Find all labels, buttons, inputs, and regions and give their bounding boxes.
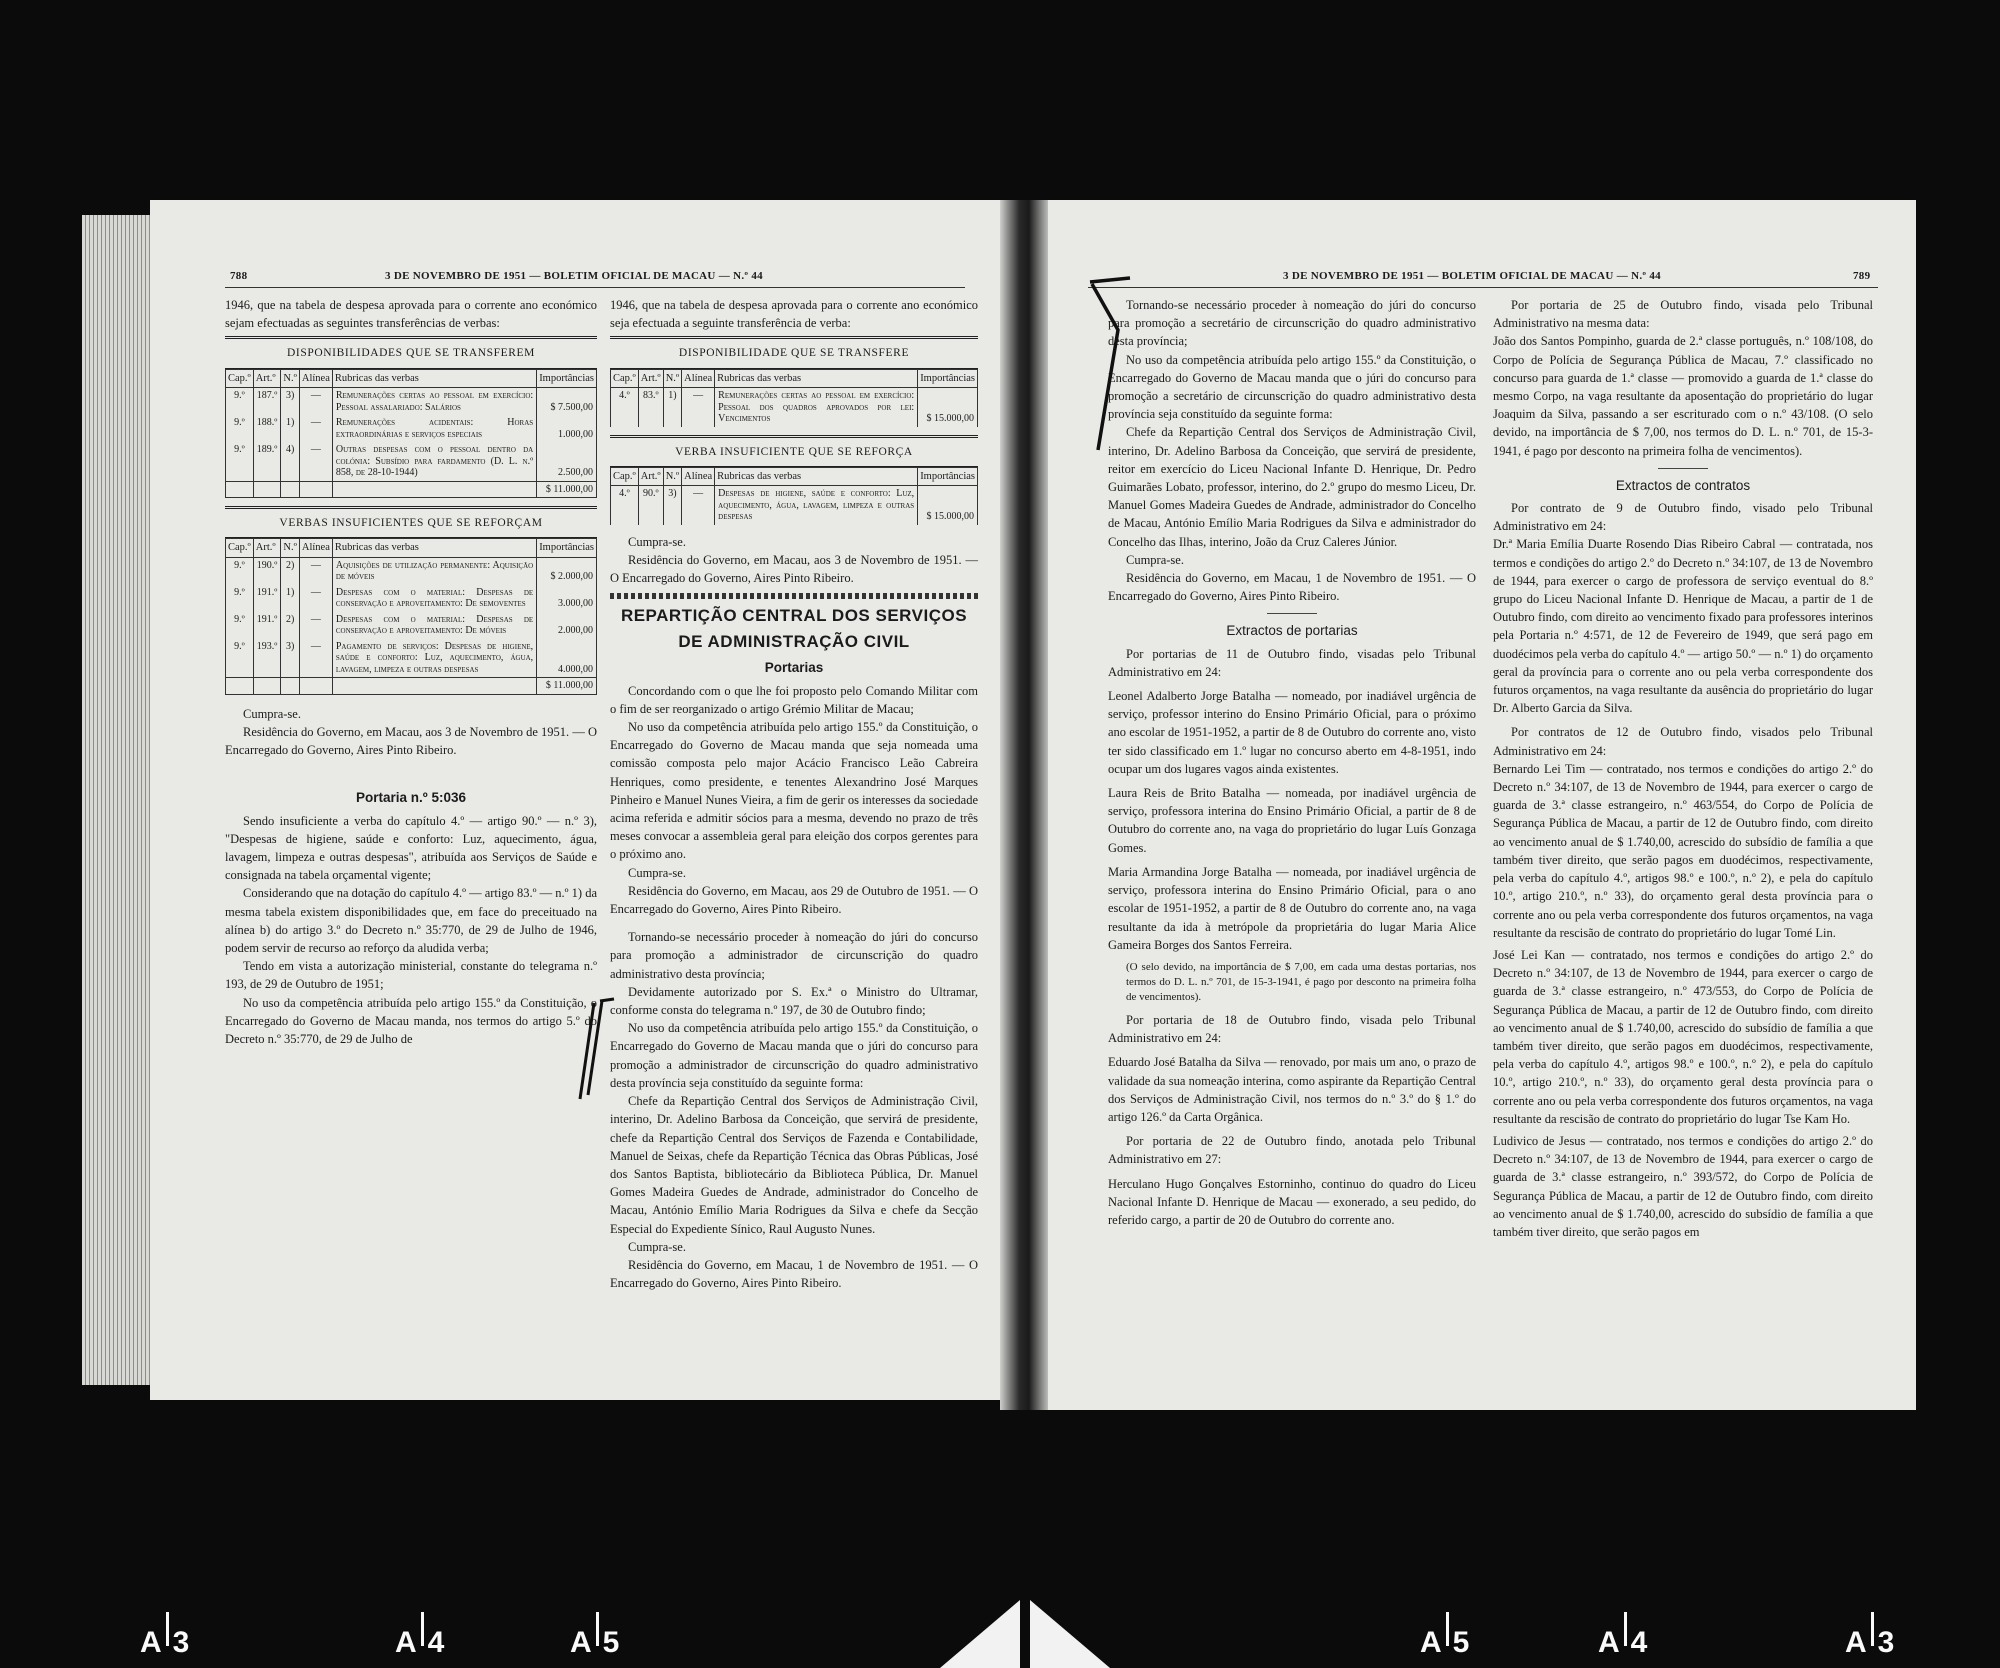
col-header: Importâncias bbox=[537, 539, 597, 558]
residencia-signature: Residência do Governo, em Macau, 1 de Novembro de 1951. — O Encarregado do Governo, Aires Pinto Ribeiro. bbox=[610, 1257, 978, 1291]
table-cell: — bbox=[682, 388, 715, 427]
extract-paragraph: Por portarias de 11 de Outubro findo, visadas pelo Tribunal Administrativo em 24: bbox=[1108, 646, 1476, 679]
budget-table-transfer bbox=[225, 369, 597, 499]
rubrica-cell: Aquisições de utilização permanente: Aquisição de móveis bbox=[332, 557, 536, 585]
contract-paragraph: Por contrato de 9 de Outubro findo, visado pelo Tribunal Administrativo em 24: bbox=[1493, 501, 1873, 534]
amount-cell: $ 7.500,00 bbox=[537, 388, 597, 416]
table-header-row bbox=[226, 539, 597, 558]
contract-paragraph: Por contratos de 12 de Outubro findo, visados pelo Tribunal Administrativo em 24: bbox=[1493, 725, 1873, 758]
table-title: DISPONIBILIDADES QUE SE TRANSFEREM bbox=[225, 336, 597, 368]
rubrica-cell: Remunerações certas ao pessoal em exercício: Pessoal assalariado: Salários bbox=[332, 388, 536, 416]
table-cell: 90.º bbox=[638, 486, 663, 525]
extract-paragraph: Maria Armandina Jorge Batalha — nomeada, por inadiável urgência de serviço, professora interina do Ensino Primário Oficial, para o ano escolar de 1951-1952, a partir de 8 de Outubro do corrente ano, na vaga resultante da ida à metrópole da proprietária do lugar Maria Alice Gameira Borges dos Santos Ferreira. bbox=[1108, 864, 1476, 952]
table-row bbox=[611, 388, 978, 427]
contract-paragraph: Dr.ª Maria Emília Duarte Rosendo Dias Ribeiro Cabral — contratada, nos termos e condições do artigo 2.º do Decreto n.º 34:107, de 13 de Novembro de 1944, para exercer o cargo de professora de serviço eventual do 8.º grupo do Liceu Nacional Infante D. Henrique de Macau, a partir de 1 de Outubro findo, com direito ao vencimento fixado para professores interinos pela Portaria n.º 4:571, de 12 de Fevereiro de 1949, que será pago em duodécimos pela verba do capítulo 4.º — artigo 50.º — n.º 1) do orçamento geral da província para o corrente ano ou pela verba correspondente dos futuros orçamentos, na vaga resultante da ausência do proprietário do lugar Dr. Alberto Garcia da Silva. bbox=[1493, 537, 1873, 716]
col-header: Rubricas das verbas bbox=[332, 539, 536, 558]
portaria-paragraph: Tendo em vista a autorização ministerial, constante do telegrama n.º 193, de 29 de Outubro de 1951; bbox=[225, 959, 597, 992]
extract-paragraph: Laura Reis de Brito Batalha — nomeada, por inadiável urgência de serviço, professora interina do Ensino Primário Oficial, a partir de 8 de Outubro do corrente ano, na vaga do proprietário do lugar Luís Gonzaga Gomes. bbox=[1108, 786, 1476, 855]
col-header: Importâncias bbox=[537, 369, 597, 388]
page-header: 3 DE NOVEMBRO DE 1951 — BOLETIM OFICIAL DE MACAU — N.º 44 bbox=[385, 270, 763, 282]
portaria-paragraph: No uso da competência atribuída pelo artigo 155.º da Constituição, o Encarregado do Governo de Macau manda que o júri do concurso para promoção a secretário de circunscrição do quadro administrativo desta província seja constituído da seguinte forma: bbox=[1108, 352, 1476, 422]
table-cell: 9.º bbox=[226, 557, 254, 585]
table-cell bbox=[226, 678, 254, 695]
table-cell: — bbox=[299, 585, 332, 612]
cumpra-se: Cumpra-se. bbox=[628, 1239, 686, 1254]
table-cell: 3) bbox=[281, 388, 299, 416]
table-cell: 9.º bbox=[226, 442, 254, 481]
table-cell: 187.º bbox=[253, 388, 281, 416]
divider bbox=[1658, 468, 1708, 469]
table-header-row bbox=[611, 467, 978, 486]
table-cell: 191.º bbox=[253, 585, 281, 612]
col-header: Rubricas das verbas bbox=[332, 369, 536, 388]
cumpra-se: Cumpra-se. bbox=[243, 706, 301, 721]
table-title: DISPONIBILIDADE QUE SE TRANSFERE bbox=[610, 336, 978, 368]
table-row bbox=[226, 639, 597, 678]
table-row bbox=[226, 388, 597, 416]
subsection-title: Portarias bbox=[764, 660, 824, 676]
table-cell: 4.º bbox=[611, 486, 639, 525]
divider bbox=[1267, 613, 1317, 614]
col-header: Alínea bbox=[299, 539, 332, 558]
table-cell: 83.º bbox=[638, 388, 663, 427]
rubrica-cell: Remunerações certas ao pessoal em exercício: Pessoal dos quadros aprovados por lei: Vencimentos bbox=[715, 388, 918, 427]
table-cell: 1) bbox=[281, 585, 299, 612]
table-cell: 3) bbox=[281, 639, 299, 678]
page-stack-edges bbox=[82, 215, 154, 1385]
table-cell bbox=[253, 678, 281, 695]
page-number: 788 bbox=[230, 270, 248, 282]
table-cell: 4) bbox=[281, 442, 299, 481]
budget-table-reinforce bbox=[610, 467, 978, 525]
film-mark: A 3 bbox=[140, 1626, 189, 1660]
header-rule bbox=[1088, 287, 1878, 288]
total-row bbox=[226, 481, 597, 498]
table-cell: 9.º bbox=[226, 639, 254, 678]
table-cell bbox=[332, 678, 536, 695]
table-cell: 4.º bbox=[611, 388, 639, 427]
extractos-title: Extractos de portarias bbox=[1226, 623, 1358, 639]
col-header: Art.º bbox=[253, 539, 281, 558]
right-column-2 bbox=[1493, 296, 1873, 1241]
extract-paragraph: Por portaria de 18 de Outubro findo, visada pelo Tribunal Administrativo em 24: bbox=[1108, 1012, 1476, 1046]
table-cell: — bbox=[682, 486, 715, 525]
portaria-paragraph: Tornando-se necessário proceder à nomeação do júri do concurso para promoção a secretário de circunscrição do quadro administrativo desta província; bbox=[1108, 298, 1476, 349]
page-number: 789 bbox=[1853, 270, 1871, 282]
handwritten-pen-mark bbox=[570, 995, 620, 1105]
table-row bbox=[226, 557, 597, 585]
table-cell: 1) bbox=[663, 388, 681, 427]
section-title: REPARTIÇÃO CENTRAL DOS SERVIÇOS bbox=[620, 606, 968, 626]
intro-paragraph: 1946, que na tabela de despesa aprovada para o corrente ano económico seja efectuada a seguinte transferência de verba: bbox=[610, 298, 978, 331]
budget-table-transfer bbox=[610, 369, 978, 427]
portaria-paragraph: Chefe da Repartição Central dos Serviços de Administração Civil, interino, Dr. Adelino Barbosa da Conceição, que servirá de presidente, reitor em exercício do Liceu Nacional Infante D. Henrique, Dr. Pedro Guimarães Lobato, professor, interino, do 2.º grupo do mesmo Liceu, Dr. Manuel Gomes Madeira Guedes de Andrade, administrador do Concelho de Macau, António Emílio Maria Rodrigues da Silva e administrador do Concelho das Ilhas, interino, João da Cruz Caleres Júnior. bbox=[1108, 425, 1476, 549]
col-header: Importâncias bbox=[918, 467, 978, 486]
residencia-signature: Residência do Governo, em Macau, 1 de Novembro de 1951. — O Encarregado do Governo, Aires Pinto Ribeiro. bbox=[1108, 571, 1476, 604]
col-header: N.º bbox=[663, 369, 681, 388]
amount-cell: 3.000,00 bbox=[537, 585, 597, 612]
cumpra-se: Cumpra-se. bbox=[628, 534, 686, 549]
col-header: N.º bbox=[281, 369, 299, 388]
amount-cell: 2.000,00 bbox=[537, 612, 597, 639]
amount-cell: $ 15.000,00 bbox=[918, 486, 978, 525]
table-cell: 188.º bbox=[253, 415, 281, 442]
portaria-paragraph: No uso da competência atribuída pelo artigo 155.º da Constituição, o Encarregado do Governo de Macau manda que seja nomeada uma comissão composta pelo major Acácio Francisco Leão Cabreira Henriques, como presidente, e tenentes Alexandrino José Marques Pinheiro e Manuel Nunes Vieira, a fim de gerir os interesses da sociedade acima referida e admitir sócios para a mesma, devendo no prazo de três meses convocar a assembleia geral para eleição dos corpos gerentes para o próximo ano. bbox=[610, 720, 978, 862]
portaria-paragraph: Tornando-se necessário proceder à nomeação do júri do concurso para promoção a administrador de circunscrição do quadro administrativo desta província; bbox=[610, 930, 978, 981]
header-rule bbox=[225, 287, 965, 288]
table-cell: — bbox=[299, 639, 332, 678]
residencia-signature: Residência do Governo, em Macau, aos 29 de Outubro de 1951. — O Encarregado do Governo, Aires Pinto Ribeiro. bbox=[610, 883, 978, 917]
table-title: VERBA INSUFICIENTE QUE SE REFORÇA bbox=[610, 435, 978, 467]
col-header: Cap.º bbox=[611, 369, 639, 388]
table-cell bbox=[253, 481, 281, 498]
rubrica-cell: Despesas com o material: Despesas de conservação e aproveitamento: De móveis bbox=[332, 612, 536, 639]
col-header: N.º bbox=[281, 539, 299, 558]
film-mark: A 5 bbox=[570, 1626, 619, 1660]
extract-paragraph: João dos Santos Pompinho, guarda de 2.ª classe português, n.º 108/108, do Corpo de Polícia de Segurança Pública de Macau, 7.º classificado no concurso para guarda de 1.ª classe — promovido a guarda de 1.ª classe do mesmo Corpo, na vaga resultante da aposentação do proprietário do lugar Joaquim da Silva, passando a ser escriturado com o n.º 43/108. (O selo devido, na importância de $ 7,00, nos termos do D. L. n.º 701, de 15-3-1941, é pago por desconto na primeira folha de vencimentos). bbox=[1493, 334, 1873, 458]
book-gutter bbox=[1000, 200, 1048, 1410]
col-header: Alínea bbox=[682, 467, 715, 486]
section-divider bbox=[610, 593, 978, 599]
table-cell: 191.º bbox=[253, 612, 281, 639]
table-cell: — bbox=[299, 388, 332, 416]
residencia-signature: Residência do Governo, em Macau, aos 3 de Novembro de 1951. — O Encarregado do Governo, Aires Pinto Ribeiro. bbox=[610, 553, 978, 586]
table-cell: — bbox=[299, 442, 332, 481]
contract-paragraph: Bernardo Lei Tim — contratado, nos termos e condições do artigo 2.º do Decreto n.º 34:107, de 13 de Novembro de 1944, para exercer o cargo de guarda de 3.ª classe estrangeiro, n.º 463/554, do Corpo de Polícia de Segurança Pública de Macau, a partir de 12 de Outubro findo, com direito ao vencimento anual de $ 1.740,00, acrescido do subsídio de família a que também tiver direito, que serão pagos em duodécimos, respectivamente, pela verba do capítulo 4.º, artigos 98.º e 100.º, n.º 2), e pela do capítulo 10.º, artigo 210.º, n.º 33), do orçamento geral desta província para o corrente ano ou pela verba correspondente dos futuros orçamentos, na vaga resultante da rescisão de contrato do proprietário do lugar Tomé Lin. bbox=[1493, 761, 1873, 940]
table-cell bbox=[332, 481, 536, 498]
table-cell: 3) bbox=[663, 486, 681, 525]
rubrica-cell: Despesas com o material: Despesas de conservação e aproveitamento: De semoventes bbox=[332, 585, 536, 612]
portaria-paragraph: Chefe da Repartição Central dos Serviços de Administração Civil, interino, Dr. Adelino Barbosa da Conceição, que servirá de presidente, chefe da Repartição Central dos Serviços de Fazenda e Contabilidade, Manuel de Seixas, chefe da Repartição Técnica das Obras Públicas, José dos Santos Baptista, bibliotecário da Biblioteca Pública, Dr. Manuel Gomes Madeira Guedes de Andrade, administrador do Concelho de Macau, António Emílio Maria Rodrigues da Silva e chefe da Secção Especial do Expediente Sínico, Raul Augusto Nunes. bbox=[610, 1094, 978, 1236]
right-page bbox=[1048, 200, 1916, 1410]
extract-paragraph: Eduardo José Batalha da Silva — renovado, por mais um ano, o prazo de validade da sua nomeação interina, como aspirante da Repartição Central dos Serviços de Administração Civil, nos termos do n.º 3.º do § 1.º do artigo 126.º da Carta Orgânica. bbox=[1108, 1055, 1476, 1124]
rubrica-cell: Remunerações acidentais: Horas extraordinárias e serviços especiais bbox=[332, 415, 536, 442]
extract-note: (O selo devido, na importância de $ 7,00, em cada uma destas portarias, nos termos do D. L. n.º 701, de 15-3-1941, é pago por desconto na primeira folha de vencimentos). bbox=[1126, 960, 1476, 1003]
col-header: N.º bbox=[663, 467, 681, 486]
table-cell: — bbox=[299, 415, 332, 442]
table-cell bbox=[299, 678, 332, 695]
col-header: Importâncias bbox=[918, 369, 978, 388]
portaria-paragraph: Considerando que na dotação do capítulo 4.º — artigo 83.º — n.º 1) da mesma tabela existem disponibilidades que, em face do preceituado na alínea b) do artigo 3.º do Decreto n.º 35:770, de 29 de Julho de 1946, podem servir de recurso ao reforço da aludida verba; bbox=[225, 886, 597, 956]
portaria-paragraph: No uso da competência atribuída pelo artigo 155.º da Constituição, o Encarregado do Governo de Macau manda que o júri do concurso para promoção a administrador de circunscrição do quadro administrativo desta província seja constituído da seguinte forma: bbox=[610, 1021, 978, 1090]
table-header-row bbox=[226, 369, 597, 388]
rubrica-cell: Pagamento de serviços: Despesas de higiene, saúde e conforto: Luz, aquecimento, água, lavagem, limpeza e outras despesas bbox=[332, 639, 536, 678]
residencia-signature: Residência do Governo, em Macau, aos 3 de Novembro de 1951. — O Encarregado do Governo, Aires Pinto Ribeiro. bbox=[225, 725, 597, 758]
table-cell bbox=[281, 678, 299, 695]
amount-cell: $ 2.000,00 bbox=[537, 557, 597, 585]
extract-paragraph: Por portaria de 25 de Outubro findo, visada pelo Tribunal Administrativo na mesma data: bbox=[1493, 298, 1873, 331]
cumpra-se: Cumpra-se. bbox=[628, 865, 686, 880]
film-mark: A 3 bbox=[1845, 1626, 1894, 1660]
contract-paragraph: Ludivico de Jesus — contratado, nos termos e condições do artigo 2.º do Decreto n.º 34:107, de 13 de Novembro de 1944, para exercer o cargo de guarda de 3.ª classe estrangeiro, n.º 393/572, do Corpo de Polícia de Segurança Pública de Macau, a partir de 12 de Outubro findo, com direito ao vencimento anual de $ 1.740,00, acrescido do subsídio de família a que também tiver direito, que serão pagos em bbox=[1493, 1133, 1873, 1239]
portaria-title: Portaria n.º 5:036 bbox=[356, 790, 466, 806]
total-amount: $ 11.000,00 bbox=[537, 481, 597, 498]
budget-table-reinforce bbox=[225, 538, 597, 695]
table-cell: 2) bbox=[281, 557, 299, 585]
intro-paragraph: 1946, que na tabela de despesa aprovada para o corrente ano económico sejam efectuadas as seguintes transferências de verbas: bbox=[225, 298, 597, 331]
extract-paragraph: Herculano Hugo Gonçalves Estorninho, continuo do quadro do Liceu Nacional Infante D. Henrique de Macau — exonerado, a seu pedido, do referido cargo, a partir de 20 de Outubro do corrente ano. bbox=[1108, 1176, 1476, 1227]
col-header: Cap.º bbox=[226, 539, 254, 558]
film-center-triangles bbox=[940, 1600, 1110, 1668]
table-cell: 189.º bbox=[253, 442, 281, 481]
table-row bbox=[611, 486, 978, 525]
cumpra-se: Cumpra-se. bbox=[1126, 552, 1184, 567]
col-header: Art.º bbox=[253, 369, 281, 388]
section-title: DE ADMINISTRAÇÃO CIVIL bbox=[678, 632, 910, 652]
table-row bbox=[226, 415, 597, 442]
contratos-title: Extractos de contratos bbox=[1615, 477, 1751, 493]
table-cell: — bbox=[299, 612, 332, 639]
col-header: Cap.º bbox=[611, 467, 639, 486]
col-header: Alínea bbox=[682, 369, 715, 388]
table-cell: 9.º bbox=[226, 388, 254, 416]
amount-cell: 4.000,00 bbox=[537, 639, 597, 678]
portaria-paragraph: No uso da competência atribuída pelo artigo 155.º da Constituição, o Encarregado do Governo de Macau manda, nos termos do artigo 5.º do Decreto n.º 35:770, de 29 de Julho de bbox=[225, 995, 597, 1047]
amount-cell: 1.000,00 bbox=[537, 415, 597, 442]
table-row bbox=[226, 585, 597, 612]
table-cell: 2) bbox=[281, 612, 299, 639]
table-cell: 9.º bbox=[226, 415, 254, 442]
rubrica-cell: Outras despesas com o pessoal dentro da colónia: Subsídio para fardamento (D. L. n.º 858, de 28-10-1944) bbox=[332, 442, 536, 481]
portaria-paragraph: Sendo insuficiente a verba do capítulo 4.º — artigo 90.º — n.º 3), "Despesas de higiene, saúde e conforto: Luz, aquecimento, água, lavagem, limpeza e outras despesas", atribuída aos Serviços de Saúde e consignada na tabela orçamental vigente; bbox=[225, 813, 597, 883]
col-header: Cap.º bbox=[226, 369, 254, 388]
left-column-2 bbox=[610, 296, 978, 1292]
rubrica-cell: Despesas de higiene, saúde e conforto: Luz, aquecimento, água, lavagem, limpeza e outras despesas bbox=[715, 486, 918, 525]
total-amount: $ 11.000,00 bbox=[537, 678, 597, 695]
table-cell: 9.º bbox=[226, 612, 254, 639]
film-mark: A 5 bbox=[1420, 1626, 1469, 1660]
col-header: Rubricas das verbas bbox=[715, 369, 918, 388]
extract-paragraph: Leonel Adalberto Jorge Batalha — nomeado, por inadiável urgência de serviço, professor interino do Ensino Primário Oficial, para o próximo ano escolar de 1951-1952, a partir de 8 de Outubro do corrente ano, visto ter sido classificado em 1.º lugar no concurso aberto em 4-8-1951, indo ocupar um dos lugares vagos ainda existentes. bbox=[1108, 689, 1476, 776]
right-column-1 bbox=[1108, 296, 1476, 1229]
table-cell bbox=[281, 481, 299, 498]
table-cell: 9.º bbox=[226, 585, 254, 612]
col-header: Art.º bbox=[638, 369, 663, 388]
table-cell bbox=[226, 481, 254, 498]
table-cell: — bbox=[299, 557, 332, 585]
total-row bbox=[226, 678, 597, 695]
amount-cell: $ 15.000,00 bbox=[918, 388, 978, 427]
film-mark: A 4 bbox=[395, 1626, 444, 1660]
table-row bbox=[226, 442, 597, 481]
extract-paragraph: Por portaria de 22 de Outubro findo, anotada pelo Tribunal Administrativo em 27: bbox=[1108, 1134, 1476, 1167]
left-column-1 bbox=[225, 296, 597, 1048]
handwritten-pen-mark bbox=[1078, 270, 1138, 470]
table-cell: 193.º bbox=[253, 639, 281, 678]
amount-cell: 2.500,00 bbox=[537, 442, 597, 481]
page-header: 3 DE NOVEMBRO DE 1951 — BOLETIM OFICIAL DE MACAU — N.º 44 bbox=[1283, 270, 1661, 282]
table-title: VERBAS INSUFICIENTES QUE SE REFORÇAM bbox=[225, 506, 597, 538]
portaria-paragraph: Concordando com o que lhe foi proposto pelo Comando Militar com o fim de ser reorganizado o artigo Grémio Militar de Macau; bbox=[610, 683, 978, 716]
table-cell bbox=[299, 481, 332, 498]
col-header: Alínea bbox=[299, 369, 332, 388]
col-header: Rubricas das verbas bbox=[715, 467, 918, 486]
table-cell: 1) bbox=[281, 415, 299, 442]
table-row bbox=[226, 612, 597, 639]
contract-paragraph: José Lei Kan — contratado, nos termos e condições do artigo 2.º do Decreto n.º 34:107, de 13 de Novembro de 1944, para exercer o cargo de guarda de 3.ª classe estrangeiro, n.º 473/553, do Corpo de Polícia de Segurança Pública de Macau, a partir de 12 de Outubro findo, com direito ao vencimento anual de $ 1.740,00, acrescido do subsídio de família a que também tiver direito, que serão pagos em duodécimos, respectivamente, pela verba do capítulo 4.º, artigos 98.º e 100.º, n.º 2), e pela do capítulo 10.º, artigo 210.º, n.º 33), do orçamento geral desta província para o corrente ano ou pela verba correspondente dos futuros orçamentos, na vaga resultante da rescisão de contrato do proprietário do lugar Tse Kam Ho. bbox=[1493, 947, 1873, 1126]
left-page bbox=[150, 200, 1000, 1400]
film-mark: A 4 bbox=[1598, 1626, 1647, 1660]
portaria-paragraph: Devidamente autorizado por S. Ex.ª o Ministro do Ultramar, conforme consta do telegrama n.º 197, de 30 de Outubro findo; bbox=[610, 984, 978, 1018]
table-header-row bbox=[611, 369, 978, 388]
col-header: Art.º bbox=[638, 467, 663, 486]
table-cell: 190.º bbox=[253, 557, 281, 585]
